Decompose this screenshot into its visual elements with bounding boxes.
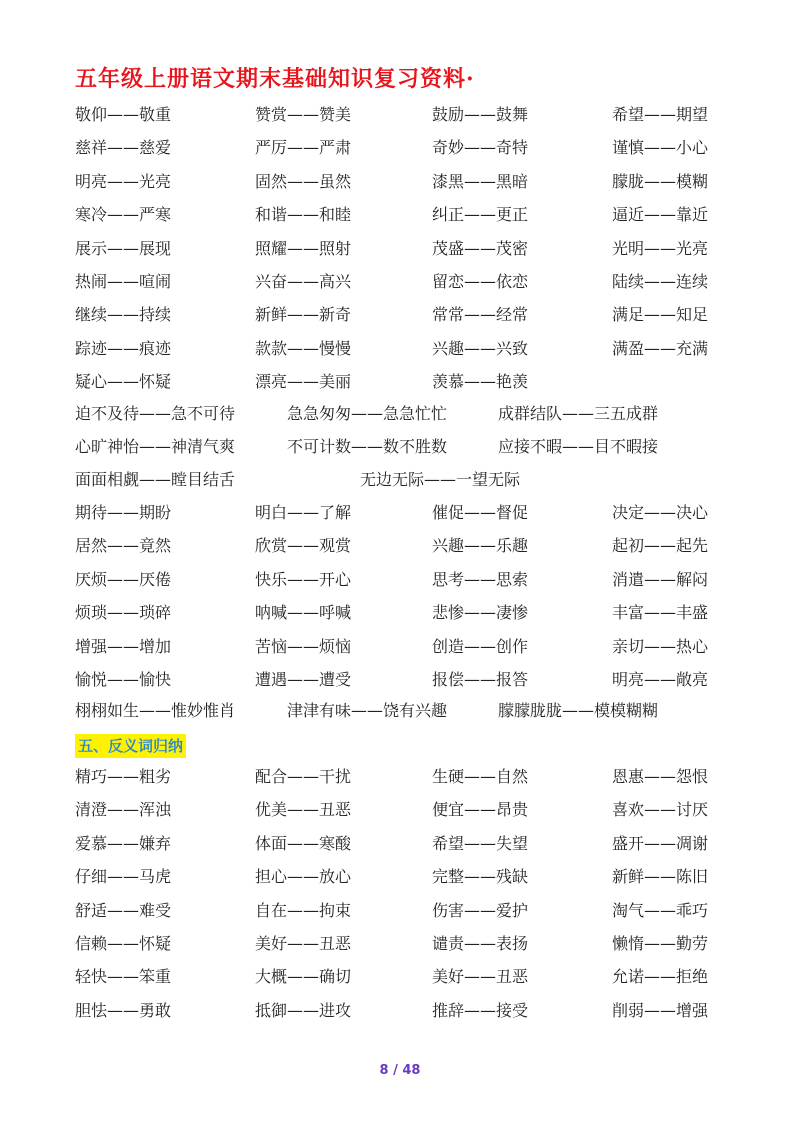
- antonym-pair: 美好——丑恶: [432, 967, 529, 986]
- idiom-pair: 心旷神怡——神清气爽: [75, 437, 236, 456]
- word-pair: 漂亮——美丽: [255, 372, 352, 391]
- word-pair: 热闹——喧闹: [75, 272, 172, 291]
- word-pair: 希望——期望: [612, 105, 709, 124]
- word-pair: 起初——起先: [612, 536, 709, 555]
- antonym-pair: 胆怯——勇敢: [75, 1001, 172, 1020]
- antonym-pair: 精巧——粗劣: [75, 767, 172, 786]
- antonym-pair: 担心——放心: [255, 867, 352, 886]
- idiom-pair: 应接不暇——目不暇接: [498, 437, 659, 456]
- idiom-pair: 朦朦胧胧——模模糊糊: [498, 701, 659, 720]
- section-heading-antonyms: 五、反义词归纳: [75, 734, 186, 758]
- word-pair: 悲惨——凄惨: [432, 603, 529, 622]
- antonym-pair: 配合——干扰: [255, 767, 352, 786]
- idiom-pair: 面面相觑——瞠目结舌: [75, 470, 236, 489]
- word-pair: 纠正——更正: [432, 205, 529, 224]
- word-pair: 敬仰——敬重: [75, 105, 172, 124]
- word-pair: 满盈——充满: [612, 339, 709, 358]
- word-pair: 寒冷——严寒: [75, 205, 172, 224]
- antonym-pair: 生硬——自然: [432, 767, 529, 786]
- word-pair: 报偿——报答: [432, 670, 529, 689]
- antonym-pair: 推辞——接受: [432, 1001, 529, 1020]
- antonym-pair: 淘气——乖巧: [612, 901, 709, 920]
- antonym-pair: 喜欢——讨厌: [612, 800, 709, 819]
- word-pair: 苦恼——烦恼: [255, 637, 352, 656]
- word-pair: 留恋——依恋: [432, 272, 529, 291]
- antonym-pair: 仔细——马虎: [75, 867, 172, 886]
- word-pair: 照耀——照射: [255, 239, 352, 258]
- word-pair: 谨慎——小心: [612, 138, 709, 157]
- word-pair: 款款——慢慢: [255, 339, 352, 358]
- antonym-pair: 优美——丑恶: [255, 800, 352, 819]
- word-pair: 兴趣——乐趣: [432, 536, 529, 555]
- word-pair: 愉悦——愉快: [75, 670, 172, 689]
- word-pair: 满足——知足: [612, 305, 709, 324]
- word-pair: 消遣——解闷: [612, 570, 709, 589]
- word-pair: 决定——决心: [612, 503, 709, 522]
- word-pair: 增强——增加: [75, 637, 172, 656]
- word-pair: 固然——虽然: [255, 172, 352, 191]
- antonym-pair: 盛开——凋谢: [612, 834, 709, 853]
- antonym-pair: 体面——寒酸: [255, 834, 352, 853]
- antonym-pair: 允诺——拒绝: [612, 967, 709, 986]
- word-pair: 遭遇——遭受: [255, 670, 352, 689]
- antonym-pair: 懒惰——勤劳: [612, 934, 709, 953]
- idiom-pair: 成群结队——三五成群: [498, 404, 659, 423]
- word-pair: 期待——期盼: [75, 503, 172, 522]
- word-pair: 兴奋——高兴: [255, 272, 352, 291]
- word-pair: 和谐——和睦: [255, 205, 352, 224]
- antonym-pair: 美好——丑恶: [255, 934, 352, 953]
- idiom-pair: 急急匆匆——急急忙忙: [287, 404, 448, 423]
- word-pair: 常常——经常: [432, 305, 529, 324]
- word-pair: 继续——持续: [75, 305, 172, 324]
- antonym-pair: 自在——拘束: [255, 901, 352, 920]
- word-pair: 羡慕——艳羡: [432, 372, 529, 391]
- antonym-pair: 恩惠——怨恨: [612, 767, 709, 786]
- word-pair: 茂盛——茂密: [432, 239, 529, 258]
- word-pair: 思考——思索: [432, 570, 529, 589]
- antonym-pair: 爱慕——嫌弃: [75, 834, 172, 853]
- antonym-pair: 大概——确切: [255, 967, 352, 986]
- word-pair: 明亮——敞亮: [612, 670, 709, 689]
- word-pair: 亲切——热心: [612, 637, 709, 656]
- antonym-pair: 谴责——表扬: [432, 934, 529, 953]
- idiom-pair: 栩栩如生——惟妙惟肖: [75, 701, 236, 720]
- antonym-pair: 轻快——笨重: [75, 967, 172, 986]
- antonym-pair: 希望——失望: [432, 834, 529, 853]
- antonym-pair: 完整——残缺: [432, 867, 529, 886]
- idiom-pair: 津津有味——饶有兴趣: [287, 701, 448, 720]
- idiom-pair: 无边无际——一望无际: [360, 470, 521, 489]
- word-pair: 兴趣——兴致: [432, 339, 529, 358]
- word-pair: 烦琐——琐碎: [75, 603, 172, 622]
- word-pair: 展示——展现: [75, 239, 172, 258]
- idiom-pair: 迫不及待——急不可待: [75, 404, 236, 423]
- word-pair: 厌烦——厌倦: [75, 570, 172, 589]
- antonym-pair: 舒适——难受: [75, 901, 172, 920]
- word-pair: 严厉——严肃: [255, 138, 352, 157]
- word-pair: 陆续——连续: [612, 272, 709, 291]
- word-pair: 光明——光亮: [612, 239, 709, 258]
- word-pair: 赞赏——赞美: [255, 105, 352, 124]
- word-pair: 新鲜——新奇: [255, 305, 352, 324]
- word-pair: 鼓励——鼓舞: [432, 105, 529, 124]
- word-pair: 漆黑——黑暗: [432, 172, 529, 191]
- word-pair: 朦胧——模糊: [612, 172, 709, 191]
- antonym-pair: 削弱——增强: [612, 1001, 709, 1020]
- word-pair: 逼近——靠近: [612, 205, 709, 224]
- antonym-pair: 清澄——浑浊: [75, 800, 172, 819]
- word-pair: 创造——创作: [432, 637, 529, 656]
- antonym-pair: 抵御——进攻: [255, 1001, 352, 1020]
- idiom-pair: 不可计数——数不胜数: [287, 437, 448, 456]
- word-pair: 慈祥——慈爱: [75, 138, 172, 157]
- page-title: 五年级上册语文期末基础知识复习资料·: [75, 66, 475, 92]
- word-pair: 催促——督促: [432, 503, 529, 522]
- word-pair: 丰富——丰盛: [612, 603, 709, 622]
- page-number: 8 / 48: [379, 1063, 421, 1078]
- word-pair: 明白——了解: [255, 503, 352, 522]
- word-pair: 踪迹——痕迹: [75, 339, 172, 358]
- antonym-pair: 伤害——爱护: [432, 901, 529, 920]
- antonym-pair: 便宜——昂贵: [432, 800, 529, 819]
- word-pair: 居然——竟然: [75, 536, 172, 555]
- word-pair: 奇妙——奇特: [432, 138, 529, 157]
- word-pair: 明亮——光亮: [75, 172, 172, 191]
- word-pair: 呐喊——呼喊: [255, 603, 352, 622]
- antonym-pair: 信赖——怀疑: [75, 934, 172, 953]
- word-pair: 快乐——开心: [255, 570, 352, 589]
- word-pair: 欣赏——观赏: [255, 536, 352, 555]
- antonym-pair: 新鲜——陈旧: [612, 867, 709, 886]
- word-pair: 疑心——怀疑: [75, 372, 172, 391]
